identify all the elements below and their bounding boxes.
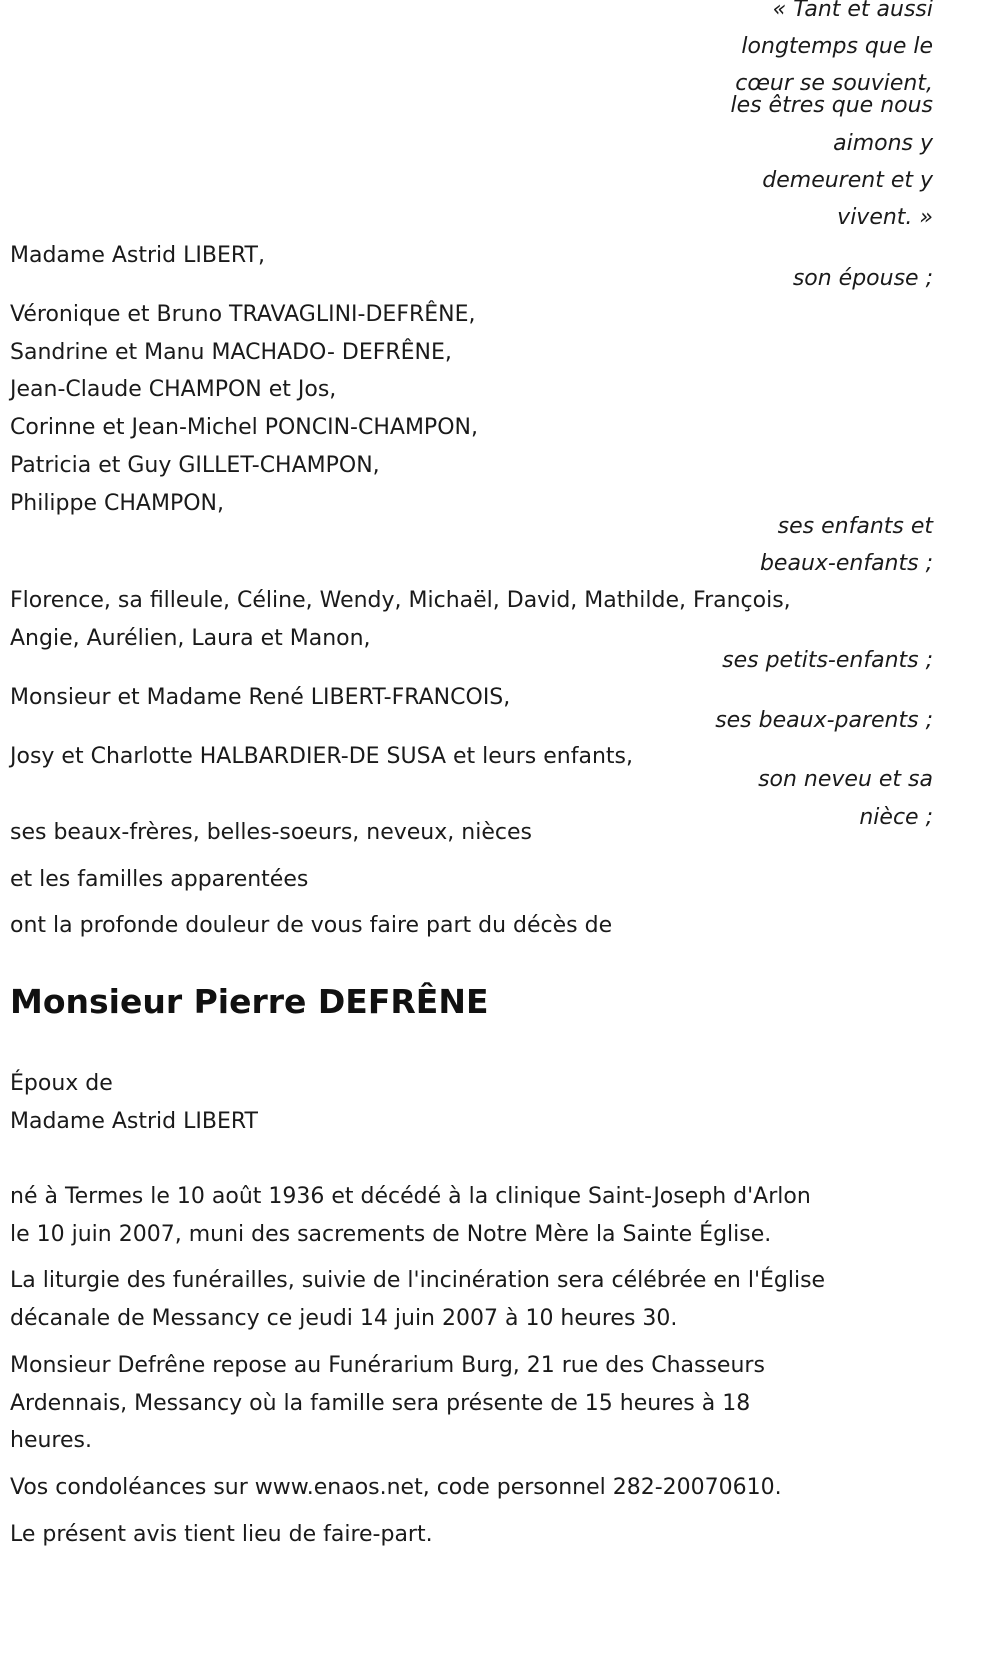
nephew-niece-relation: nièce ; <box>859 805 933 830</box>
spouse-name: Madame Astrid LIBERT, <box>10 243 265 268</box>
detail-line: Ardennais, Messancy où la famille sera présente de 15 heures à 18 <box>10 1391 751 1416</box>
notice-line: Le présent avis tient lieu de faire-part. <box>10 1522 433 1547</box>
spouse-of-label: Époux de <box>10 1071 113 1096</box>
other-relatives: et les familles apparentées <box>10 867 309 892</box>
detail-line: La liturgie des funérailles, suivie de l'incinération sera célébrée en l'Église <box>10 1268 826 1293</box>
nephew-niece-name: Josy et Charlotte HALBARDIER-DE SUSA et leurs enfants, <box>10 744 633 769</box>
child-name: Jean-Claude CHAMPON et Jos, <box>10 377 337 402</box>
parents-in-law-relation: ses beaux-parents ; <box>715 708 933 733</box>
nephew-niece-relation: son neveu et sa <box>758 767 933 792</box>
quote-line: longtemps que le <box>741 34 933 59</box>
child-name: Sandrine et Manu MACHADO- DEFRÊNE, <box>10 340 452 365</box>
quote-line: les êtres que nous <box>730 93 933 118</box>
detail-line: né à Termes le 10 août 1936 et décédé à la clinique Saint-Joseph d'Arlon <box>10 1184 811 1209</box>
children-relation: beaux-enfants ; <box>759 551 933 576</box>
detail-line: Monsieur Defrêne repose au Funérarium Burg, 21 rue des Chasseurs <box>10 1353 765 1378</box>
detail-line: le 10 juin 2007, muni des sacrements de Notre Mère la Sainte Église. <box>10 1222 772 1247</box>
deceased-name: Monsieur Pierre DEFRÊNE <box>10 982 489 1021</box>
child-name: Philippe CHAMPON, <box>10 491 224 516</box>
quote-line: aimons y <box>833 131 933 156</box>
quote-line: demeurent et y <box>762 168 933 193</box>
children-relation: ses enfants et <box>777 514 933 539</box>
grandchildren-names: Florence, sa filleule, Céline, Wendy, Michaël, David, Mathilde, François, <box>10 588 791 613</box>
child-name: Patricia et Guy GILLET-CHAMPON, <box>10 453 380 478</box>
child-name: Véronique et Bruno TRAVAGLINI-DEFRÊNE, <box>10 302 476 327</box>
condolences-line: Vos condoléances sur www.enaos.net, code personnel 282-20070610. <box>10 1475 782 1500</box>
announcement-line: ont la profonde douleur de vous faire part du décès de <box>10 913 613 938</box>
spouse-of-name: Madame Astrid LIBERT <box>10 1109 258 1134</box>
grandchildren-relation: ses petits-enfants ; <box>722 648 933 673</box>
spouse-relation: son épouse ; <box>792 266 933 291</box>
quote-line: cœur se souvient, <box>735 71 933 96</box>
other-relatives: ses beaux-frères, belles-soeurs, neveux, nièces <box>10 820 532 845</box>
parents-in-law-name: Monsieur et Madame René LIBERT-FRANCOIS, <box>10 685 511 710</box>
detail-line: heures. <box>10 1428 92 1453</box>
grandchildren-names: Angie, Aurélien, Laura et Manon, <box>10 626 371 651</box>
quote-line: « Tant et aussi <box>772 0 933 22</box>
quote-line: vivent. » <box>837 205 933 230</box>
detail-line: décanale de Messancy ce jeudi 14 juin 2007 à 10 heures 30. <box>10 1306 678 1331</box>
child-name: Corinne et Jean-Michel PONCIN-CHAMPON, <box>10 415 478 440</box>
